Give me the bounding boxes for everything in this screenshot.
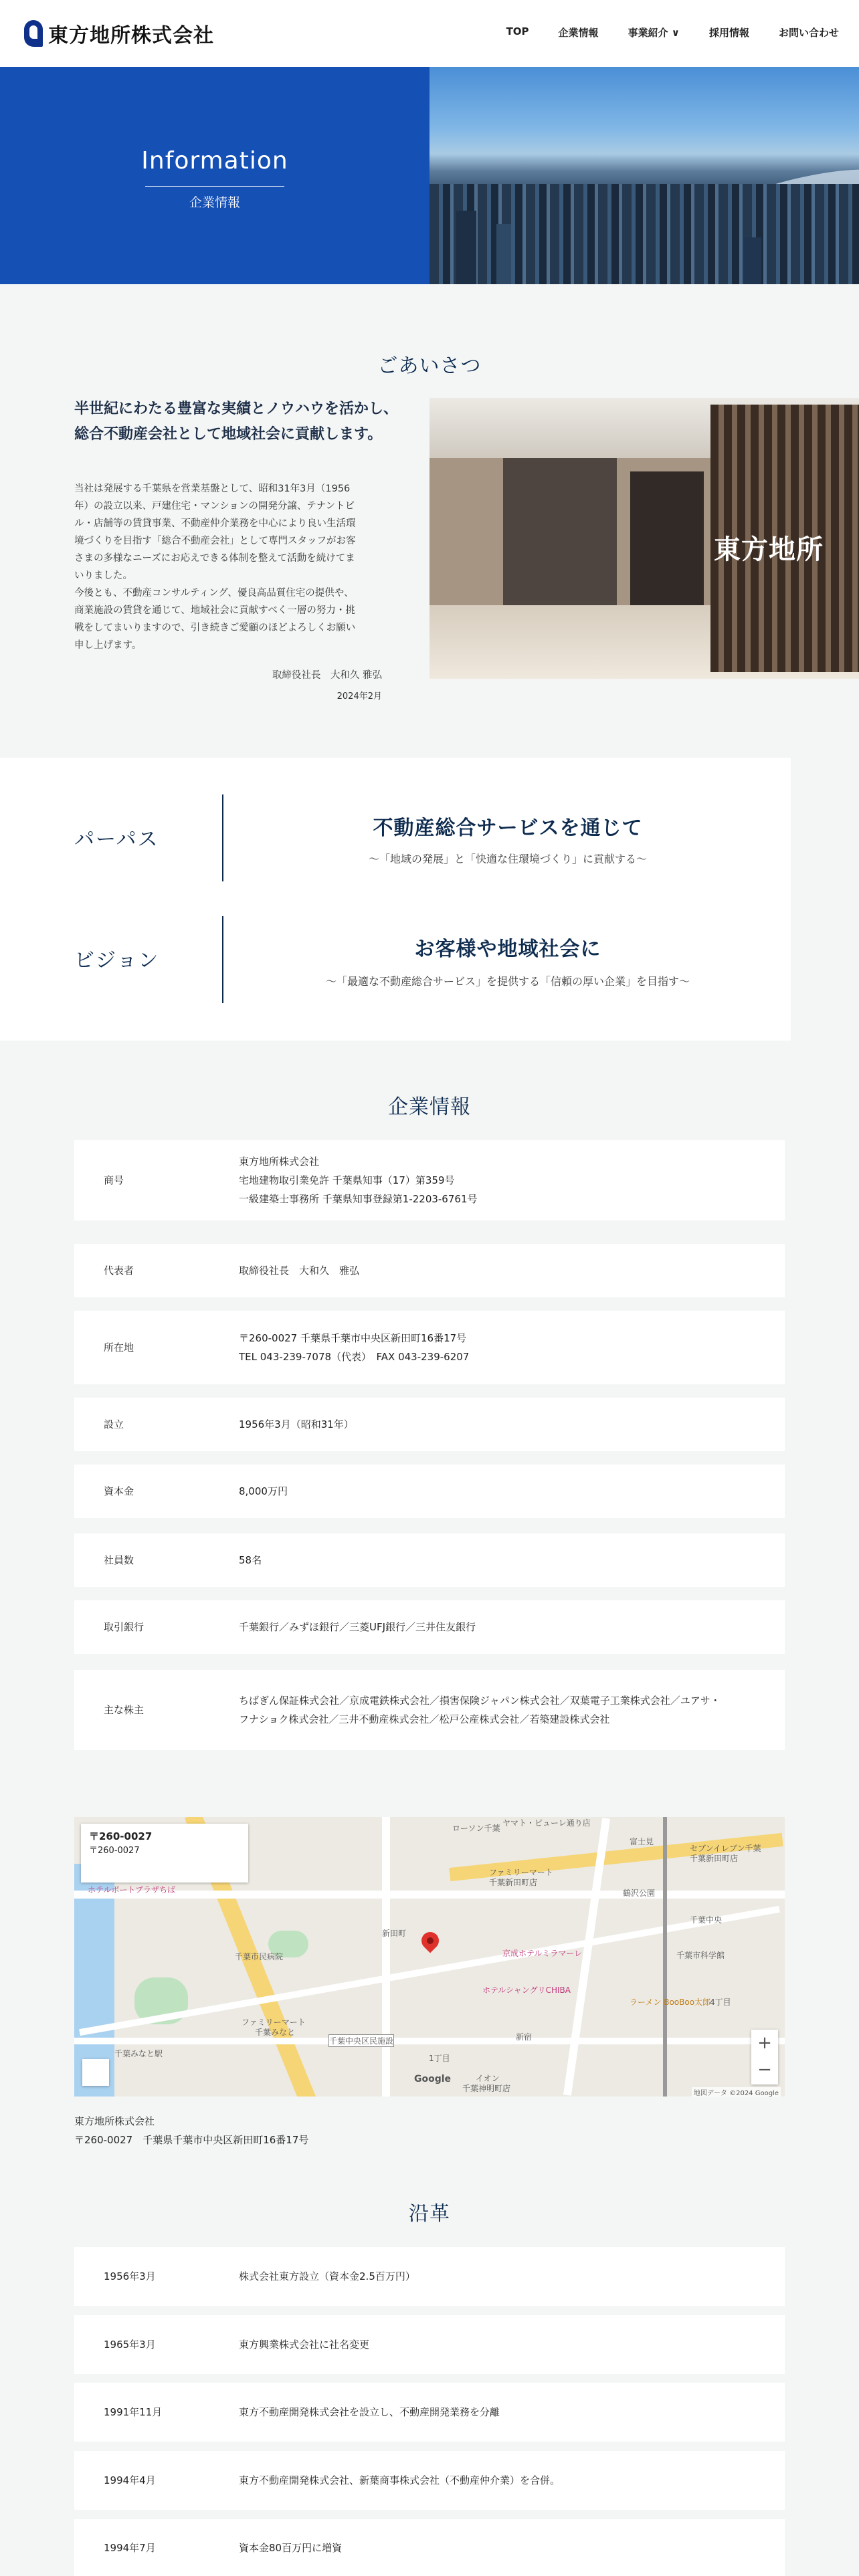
history-row-date: 1994年7月 [104,2541,156,2554]
map-label: 富士見 [630,1837,654,1846]
hero-divider [145,186,284,187]
company-row-key: 代表者 [104,1265,134,1277]
history-row [74,2451,785,2510]
map-label: セブンイレブン千葉 [690,1844,761,1853]
company-row [74,1670,785,1750]
greeting-body-line: 戦をしてまいりますので、引き続きご愛顧のほどよろしくお願い [74,623,356,633]
nav-contact[interactable]: お問い合わせ [778,27,839,39]
map-label: 千葉中央区民施設 [328,2034,394,2047]
greeting-body-line: 申し上げます。 [74,640,142,651]
map-label: 新田町 [382,1929,407,1938]
company-row-value-line: 宅地建物取引業免許 千葉県知事（17）第359号 [239,1174,455,1186]
map-label: ファミリーマート [242,2018,306,2027]
company-row-key: 資本金 [104,1485,134,1497]
map-zoom-control [751,2030,778,2084]
photo-elevator [503,458,617,605]
map-label: ラーメン BooBoo太郎 [630,1998,711,2007]
map-label: 京成ホテルミラマーレ [502,1949,583,1958]
company-row-value [239,1551,761,1570]
company-row-key: 設立 [104,1418,124,1430]
history-row-text: 資本金80百万円に増資 [239,2541,343,2554]
company-row-value [239,1482,761,1501]
company-row-value-line: フナショク株式会社／三井不動産株式会社／松戸公産株式会社／若築建設株式会社 [239,1713,610,1725]
company-row-key: 社員数 [104,1554,134,1566]
photo-building [496,224,511,284]
greeting-body [74,480,382,654]
history-row-date: 1956年3月 [104,2270,156,2282]
map-caption [74,2112,308,2149]
company-row-value-line: 58名 [239,1554,262,1566]
nav-recruit[interactable]: 採用情報 [708,27,749,39]
greeting-date: 2024年2月 [337,691,382,702]
logo[interactable] [24,19,214,48]
company-row-value-line: ちばぎん保証株式会社／京成電鉄株式会社／損害保険ジャパン株式会社／双葉電子工業株式会社／ユアサ・ [239,1695,721,1707]
nav-company[interactable]: 企業情報 [558,27,599,39]
map-label: 千葉みなと駅 [114,2049,163,2058]
map-road [74,2038,785,2044]
vision-headline: お客様や地域社会に [414,938,601,961]
greeting-lead-line: 半世紀にわたる豊富な実績とノウハウを活かし、 [74,401,399,417]
lobby-sign: 東方地所 [714,534,824,565]
map-label: 千葉市科学館 [676,1951,725,1960]
map-label: 千葉中央 [690,1915,723,1925]
company-row [74,1465,785,1518]
company-row-value-line: 取締役社長 大和久 雅弘 [239,1265,360,1277]
company-row-key: 所在地 [104,1341,134,1354]
map-label: イオン [476,2074,500,2083]
company-row [74,1311,785,1384]
map-label: 鶴沢公園 [623,1889,656,1898]
map-label: 千葉市民病院 [235,1952,284,1961]
nav-top[interactable]: TOP [506,25,529,37]
map-place-card[interactable] [81,1824,248,1883]
map-label: 新宿 [516,2032,533,2042]
location-pin-icon[interactable] [418,1929,443,1953]
vision-label: ビジョン [74,949,160,972]
company-row-value [239,1261,761,1280]
history-row-text: 東方不動産開発株式会社、新葉商事株式会社（不動産仲介業）を合併。 [239,2474,561,2486]
greeting-body-line: 年）の設立以来、戸建住宅・マンションの開発分譲、テナントビ [74,501,355,512]
purpose-divider [222,794,223,881]
map-card-subtitle: 〒260-0027 [89,1846,140,1856]
photo-building [456,211,476,284]
hero-banner [0,67,430,284]
company-row-value-line: 8,000万円 [239,1485,288,1497]
greeting-body-line: 商業施設の賃貸を通じて、地域社会に貢献すべく一層の努力・挑 [74,605,355,616]
company-row-value [239,1691,761,1729]
greeting-body-line: ル・店舗等の賃貸事業、不動産仲介業務を中心により良い生活環 [74,518,356,529]
hero-title: Information [141,147,288,175]
map-label: 1丁目 [429,2054,450,2063]
company-row-key: 取引銀行 [104,1621,145,1633]
map-caption-company: 東方地所株式会社 [74,2115,155,2127]
greeting-body-line: 境づくりを目指す「総合不動産会社」として専門スタッフがお客 [74,536,356,546]
company-row-key: 主な株主 [104,1704,145,1716]
company-heading: 企業情報 [388,1095,471,1119]
map-label: 千葉みなと [255,2028,296,2037]
map-caption-address: 〒260-0027 千葉県千葉市中央区新田町16番17号 [74,2134,309,2146]
map-label: ファミリーマート [489,1868,553,1877]
logo-text: 東方地所株式会社 [48,24,214,47]
zoom-out-button[interactable]: − [757,2060,772,2080]
history-row [74,2315,785,2374]
hero-city-photo [430,67,859,284]
photo-doorway [630,471,704,605]
map-attribution[interactable]: 地図データ ©2024 Google [692,2087,781,2097]
street-view-icon[interactable] [82,2059,109,2086]
map-road [74,1891,785,1899]
history-row-date: 1965年3月 [104,2339,156,2351]
history-row-text: 東方不動産開発株式会社を設立し、不動産開発業務を分離 [239,2406,500,2418]
company-row-value-line: 東方地所株式会社 [239,1156,320,1168]
map-label: 4丁目 [710,1998,731,2007]
map-label: 千葉新田町店 [489,1878,538,1887]
company-row-key: 商号 [104,1174,124,1186]
company-row [74,1140,785,1220]
hero [0,67,859,284]
map-railway [663,1817,667,2097]
company-row-value [239,1415,761,1434]
purpose-vision-panel [0,758,791,1041]
hero-subtitle: 企業情報 [189,195,240,210]
company-row [74,1244,785,1297]
office-lobby-photo [430,398,859,679]
greeting-heading: ごあいさつ [377,354,482,378]
vision-description: ～「最適な不動産総合サービス」を提供する「信頼の厚い企業」を目指す～ [325,975,690,988]
company-row-value-line: 一級建築士事務所 千葉県知事登録第1-2203-6761号 [239,1193,478,1205]
greeting-lead-line: 総合不動産会社として地域社会に貢献します。 [74,426,383,443]
site-header [0,0,859,67]
photo-building [744,237,761,284]
purpose-headline: 不動産総合サービスを通じて [373,817,643,840]
map-label: ホテルポートプラザちば [88,1885,176,1895]
zoom-in-button[interactable]: + [757,2033,772,2053]
map-label: 千葉神明町店 [462,2084,511,2093]
purpose-label: パーパス [74,828,159,851]
greeting-body-line: 今後とも、不動産コンサルティング、優良高品質住宅の提供や、 [74,588,354,599]
nav-business[interactable]: 事業紹介 ∨ [628,27,680,39]
company-row [74,1600,785,1654]
purpose-description: ～「地域の発展」と「快適な住環境づくり」に貢献する～ [368,853,647,865]
map-road [382,1817,390,2097]
google-map[interactable] [74,1817,785,2097]
greeting-body-line: いりました。 [74,570,132,581]
map-label: 千葉新田町店 [690,1854,739,1863]
history-row [74,2519,785,2576]
company-row [74,1398,785,1451]
history-row-text: 東方興業株式会社に社名変更 [239,2339,370,2351]
map-label: ホテルシャングリCHIBA [482,1985,571,1995]
photo-city [430,184,859,284]
global-nav [506,25,839,39]
greeting-signature: 取締役社長 大和久 雅弘 [272,670,382,681]
company-row-value-line: 1956年3月（昭和31年） [239,1418,354,1430]
google-logo: Google [414,2074,452,2084]
greeting-lead [74,397,415,447]
company-row [74,1533,785,1587]
history-row-date: 1994年4月 [104,2474,156,2486]
map-label: ローソン千葉 [452,1824,500,1833]
company-row-value [239,1152,761,1208]
greeting-body-line: さまの多様なニーズにお応えできる体制を整えて活動を続けてま [74,553,355,564]
company-row-value-line: 千葉銀行／みずほ銀行／三菱UFJ銀行／三井住友銀行 [239,1621,476,1633]
map-road [79,1906,780,2036]
company-row-value-line: 〒260-0027 千葉県千葉市中央区新田町16番17号 [239,1332,467,1344]
history-row-text: 株式会社東方設立（資本金2.5百万円） [239,2270,415,2282]
history-row [74,2247,785,2306]
map-label: ヤマト・ビューレ通り店 [502,1818,591,1828]
map-card-title: 〒260-0027 [89,1830,153,1842]
greeting-body-line: 当社は発展する千葉県を営業基盤として、昭和31年3月（1956 [74,484,351,494]
company-row-value-line: TEL 043-239-7078（代表） FAX 043-239-6207 [239,1351,470,1363]
vision-divider [222,916,223,1003]
logo-mark-icon [24,20,43,47]
company-row-value [239,1618,761,1636]
company-row-value [239,1329,761,1366]
history-row-date: 1991年11月 [104,2406,163,2418]
history-heading: 沿革 [409,2202,450,2226]
history-row [74,2383,785,2442]
